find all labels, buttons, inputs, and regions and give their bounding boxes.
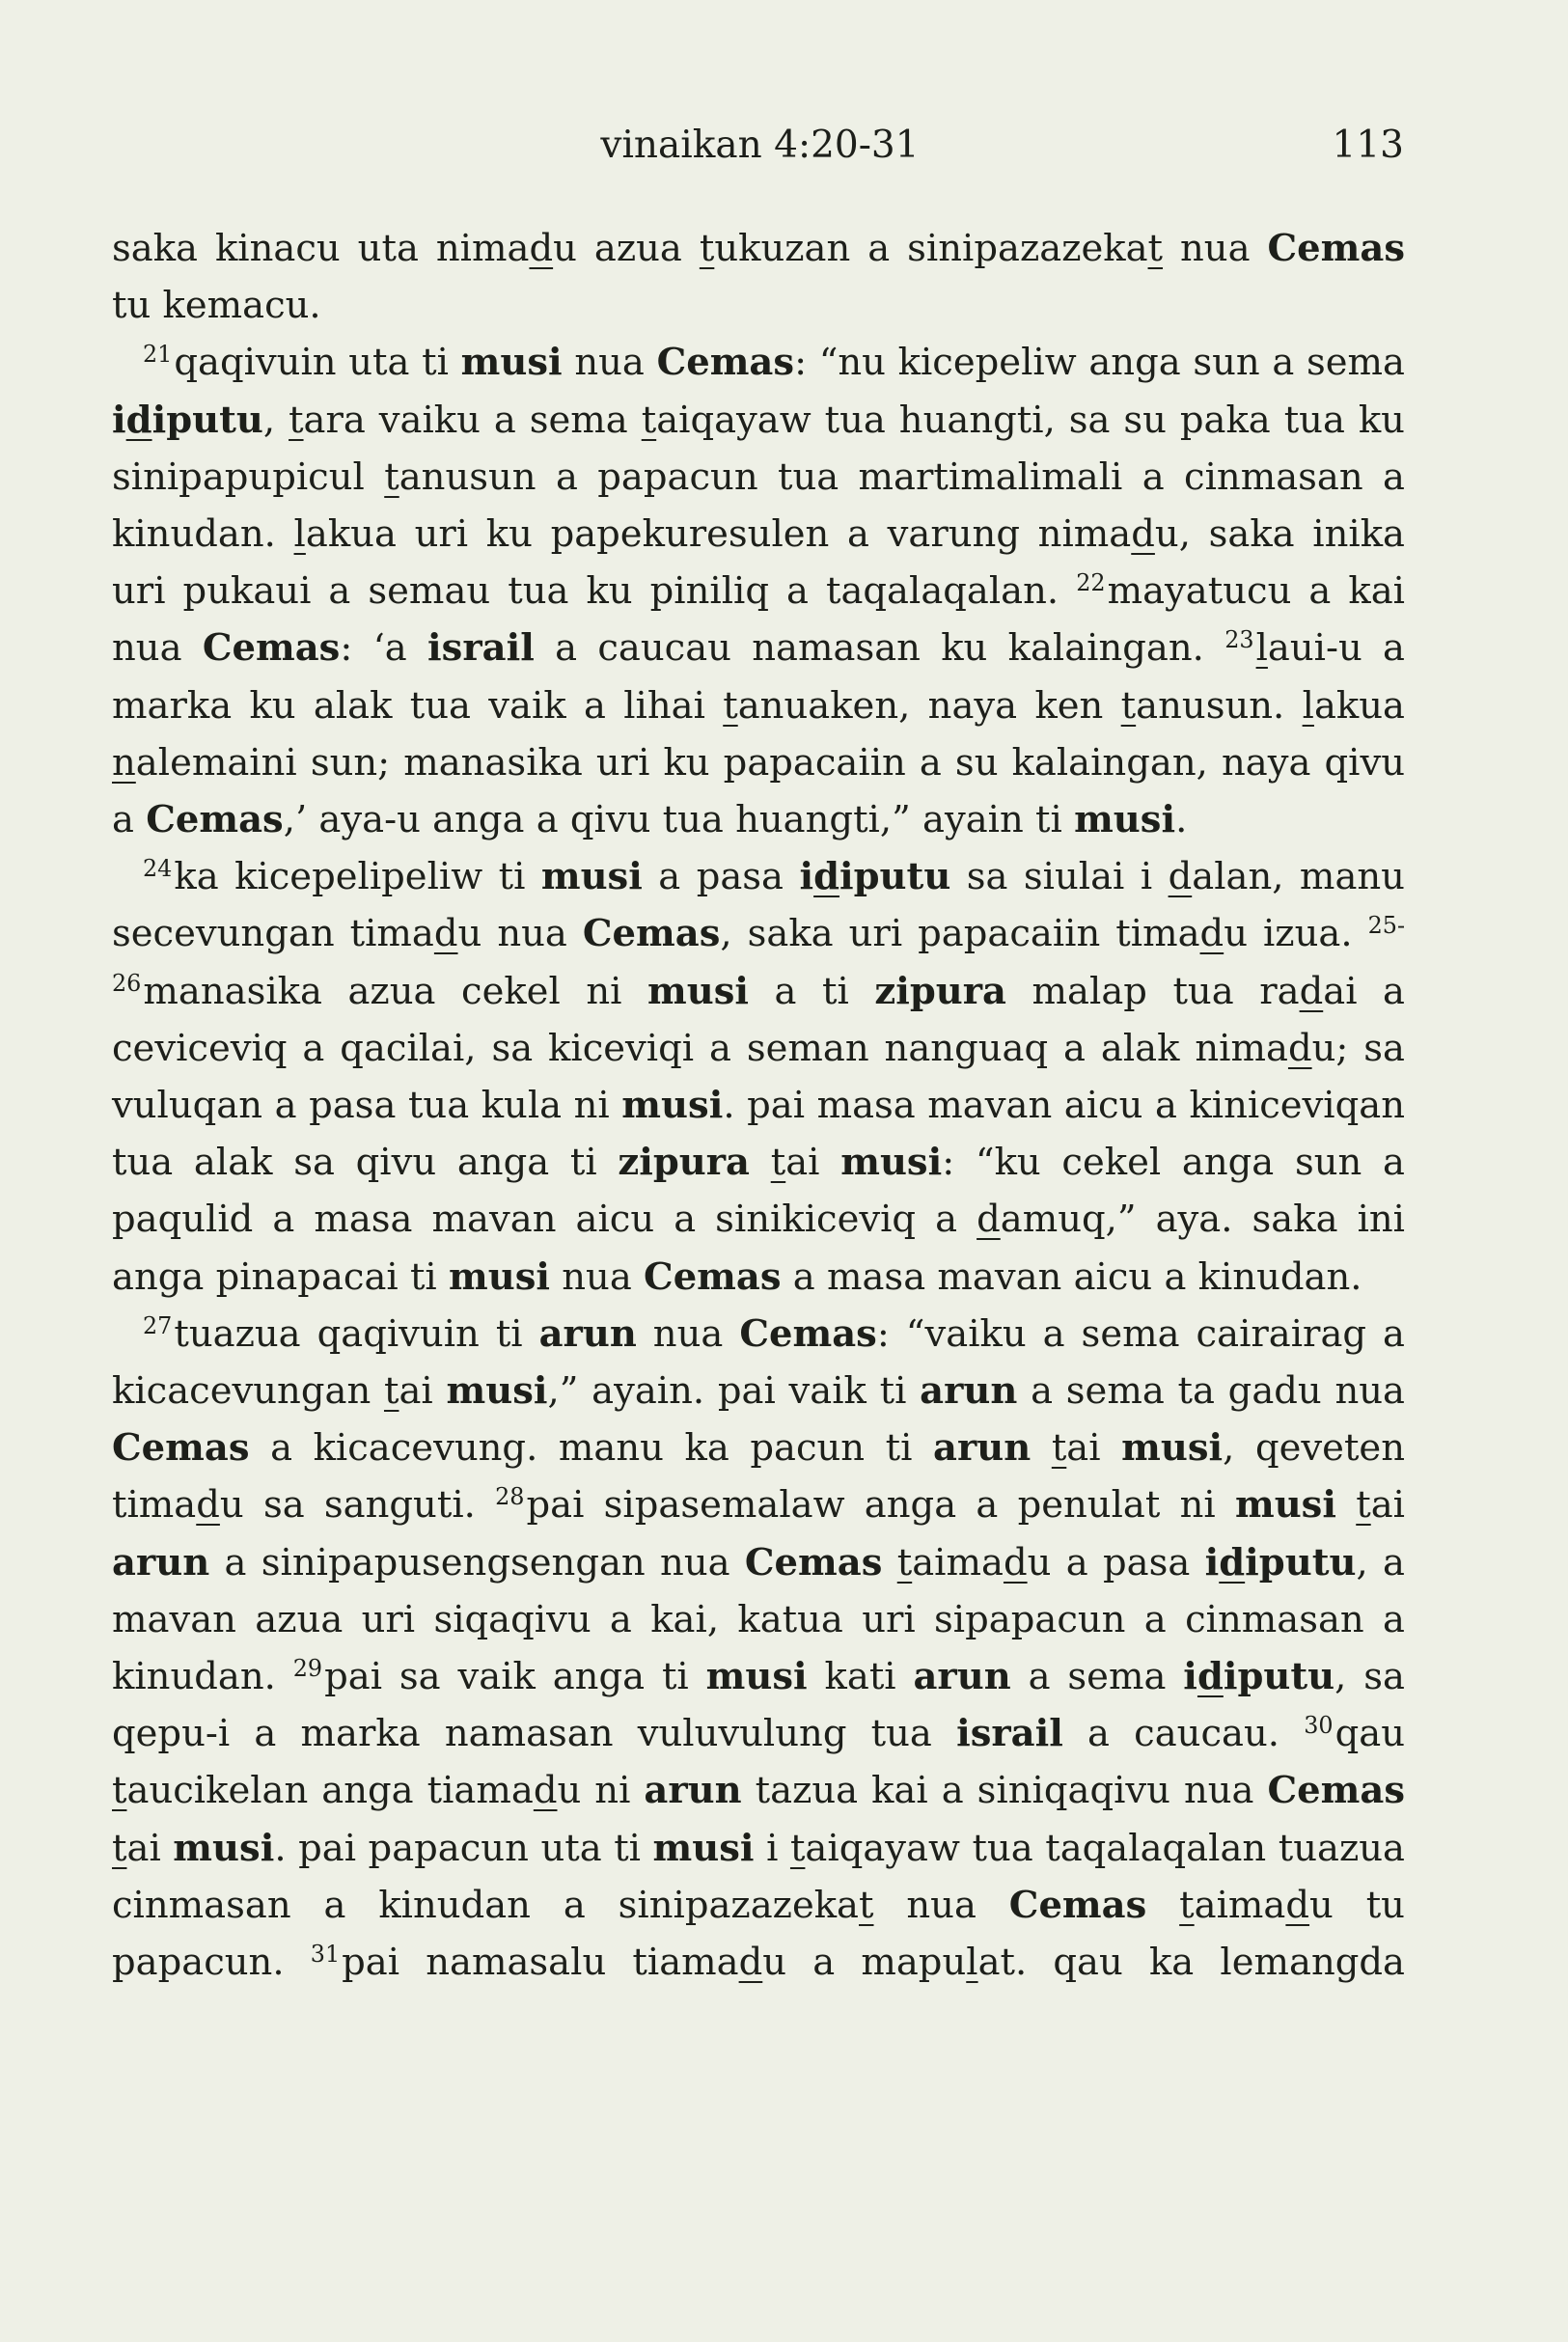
bold-text: arun <box>933 1426 1032 1471</box>
text-run: ,” ayain. pai vaik ti <box>547 1369 921 1414</box>
verse-number: 29 <box>292 1654 323 1682</box>
bold-text: Cemas <box>1008 1883 1147 1927</box>
text-run: ai <box>399 1369 447 1414</box>
text-run: ai a ceviceviq a qacilai, sa kiceviqi a seman nanguaq a alak nima <box>112 969 1405 1070</box>
text-run: a kicacevung. manu ka pacun ti <box>249 1426 934 1471</box>
underlined-letter: d <box>433 912 458 956</box>
text-run: a sinipapusengsengan nua <box>209 1540 745 1584</box>
page-header <box>116 124 1404 181</box>
text-run: a ti <box>749 969 875 1013</box>
text-run: u azua <box>553 227 700 270</box>
underlined-letter: t <box>1120 683 1137 728</box>
text-run: nua <box>1163 227 1268 270</box>
underlined-letter: t <box>112 1769 127 1813</box>
text-run: . pai papacun uta ti <box>274 1826 653 1870</box>
underlined-letter: l <box>966 1941 978 1985</box>
text-run: ai <box>785 1141 841 1185</box>
text-run <box>750 1141 771 1184</box>
text-run <box>1031 1426 1052 1470</box>
text-run: , sa qepu-i a marka namasan vuluvulung tua <box>112 1655 1405 1756</box>
bold-text: i <box>1204 1540 1220 1584</box>
verse-number: 28 <box>495 1483 525 1511</box>
underlined-letter-bold: d <box>1197 1655 1224 1699</box>
bold-text: arun <box>538 1311 637 1356</box>
bold-text: Cemas <box>202 626 341 671</box>
underlined-letter: t <box>112 1826 127 1870</box>
bold-text: i <box>1183 1655 1197 1699</box>
page-number: 113 <box>1332 124 1404 167</box>
underlined-letter: t <box>859 1883 874 1927</box>
text-run: anusun a papacun tua martimalimali a cinmasan a kinudan. <box>112 455 1405 557</box>
text-run: aiqayaw tua taqalaqalan tuazua cinmasan a kinudan a sinipazazeka <box>112 1826 1405 1927</box>
text-run: aima <box>912 1540 1004 1584</box>
text-run: pai sipasemalaw anga a penulat ni <box>526 1483 1235 1528</box>
underlined-letter-bold: d <box>1219 1540 1246 1584</box>
paragraph <box>112 1306 1405 1991</box>
bold-text: musi <box>446 1369 548 1414</box>
text-run: , <box>262 398 289 442</box>
bold-text: arun <box>920 1369 1018 1414</box>
bold-text: arun <box>112 1540 210 1584</box>
text-run: akua <box>1313 683 1405 728</box>
bold-text: zipura <box>618 1141 751 1185</box>
bold-text: Cemas <box>1267 227 1406 270</box>
underlined-letter: t <box>384 455 399 499</box>
text-run: saka kinacu uta nima <box>112 227 530 270</box>
underlined-letter: t <box>641 398 657 442</box>
verse-number: 23 <box>1224 626 1254 654</box>
bold-text: musi <box>173 1826 275 1870</box>
text-run: aima <box>1194 1883 1286 1927</box>
underlined-letter: t <box>289 398 304 442</box>
text-run: aiqayaw tua huangti, sa su paka tua ku sinipapupicul <box>112 398 1405 499</box>
bold-text: iputu <box>151 398 263 442</box>
bold-text: Cemas <box>644 1254 782 1299</box>
bold-text: musi <box>540 855 643 899</box>
text-run: . pai masa mavan aicu a kiniceviqan tua alak sa qivu anga ti <box>112 1084 1405 1185</box>
bold-text: musi <box>840 1141 943 1185</box>
text-run: , qeveten tima <box>112 1426 1405 1528</box>
underlined-letter: d <box>977 1198 1001 1242</box>
underlined-letter: t <box>723 683 738 728</box>
text-run: : “vaiku a sema cairairag a kicacevungan <box>112 1311 1405 1414</box>
bold-text: arun <box>913 1655 1011 1699</box>
underlined-letter: d <box>1168 855 1193 899</box>
verse-number: 22 <box>1076 569 1106 597</box>
text-run: nua <box>550 1254 645 1299</box>
verse-number: 21 <box>143 341 173 369</box>
underlined-letter: d <box>1299 969 1324 1013</box>
text-run: tu kemacu. <box>112 284 321 328</box>
bold-text: musi <box>448 1254 551 1299</box>
text-run: a masa mavan aicu a kinudan. <box>781 1254 1362 1299</box>
underlined-letter: d <box>529 227 554 270</box>
underlined-letter: d <box>738 1941 763 1985</box>
text-run: aucikelan anga tiama <box>126 1769 534 1813</box>
text-run: u sa sanguti. <box>219 1483 496 1528</box>
underlined-letter: n <box>112 740 136 785</box>
text-run: anusun. <box>1136 683 1303 728</box>
text-run: nua <box>873 1883 1009 1927</box>
text-run: ai <box>126 1826 174 1870</box>
text-run: qaqivuin uta ti <box>174 341 461 385</box>
text-run: sa siulai i <box>950 855 1169 899</box>
text-run: qau <box>1334 1712 1405 1756</box>
verse-number: 30 <box>1304 1712 1334 1740</box>
underlined-letter: t <box>1051 1426 1067 1471</box>
bold-text: Cemas <box>582 912 721 956</box>
text-run <box>882 1541 896 1584</box>
bold-text: musi <box>705 1655 808 1699</box>
underlined-letter-bold: d <box>125 398 152 442</box>
text-run: nua <box>562 341 657 385</box>
bold-text: arun <box>644 1769 742 1813</box>
text-run: ,’ aya-u anga a qivu tua huangti,” ayain ti <box>283 798 1075 842</box>
text-run: , a mavan azua uri siqaqivu a kai, katua uri sipapacun a cinmasan a kinudan. <box>112 1540 1405 1699</box>
bold-text: musi <box>646 969 749 1013</box>
text-run: ai <box>1370 1483 1405 1528</box>
text-run: a pasa <box>642 855 800 899</box>
text-run: . <box>1175 798 1188 842</box>
text-run: u izua. <box>1224 912 1368 956</box>
underlined-letter: t <box>896 1540 913 1584</box>
bold-text: musi <box>1234 1483 1336 1528</box>
text-run: a sema ta gadu nua <box>1017 1369 1405 1414</box>
underlined-letter: t <box>770 1141 786 1185</box>
text-run: amuq,” aya. saka ini anga pinapacai ti <box>112 1198 1405 1299</box>
text-run: ka kicepelipeliw ti <box>174 855 541 899</box>
text-run: akua uri ku papekuresulen a varung nima <box>305 512 1132 557</box>
text-run: ukuzan a sinipazazeka <box>714 227 1148 270</box>
underlined-letter: t <box>1147 227 1164 270</box>
text-run: u a mapu <box>762 1941 967 1985</box>
bold-text: musi <box>1121 1426 1224 1471</box>
underlined-letter: d <box>533 1769 558 1813</box>
underlined-letter: d <box>1287 1026 1312 1070</box>
bold-text: Cemas <box>656 341 795 385</box>
text-run: , saka uri papacaiin tima <box>720 912 1200 956</box>
bold-text: israil <box>956 1712 1063 1756</box>
bold-text: musi <box>1074 798 1176 842</box>
text-run: manasika azua cekel ni <box>143 969 647 1013</box>
underlined-letter: d <box>196 1483 220 1528</box>
paragraph <box>112 220 1405 334</box>
bold-text: iputu <box>1245 1540 1357 1584</box>
underlined-letter-bold: d <box>813 855 840 899</box>
underlined-letter: l <box>1255 626 1268 671</box>
text-run: kati <box>807 1655 914 1699</box>
text-run: pai sa vaik anga ti <box>324 1655 706 1699</box>
bold-text: iputu <box>1223 1655 1335 1699</box>
bold-text: zipura <box>874 969 1006 1013</box>
bold-text: Cemas <box>744 1540 883 1584</box>
bold-text: Cemas <box>739 1311 877 1356</box>
running-head: vinaikan 4:20-31 <box>600 124 920 167</box>
bold-text: israil <box>427 626 535 671</box>
text-run: tuazua qaqivuin ti <box>174 1311 539 1356</box>
underlined-letter: d <box>1131 512 1155 557</box>
text-run <box>1146 1884 1179 1927</box>
text-run: at. qau ka lemangda <box>977 1941 1406 1985</box>
text-run: nua <box>636 1311 740 1356</box>
paragraph <box>112 334 1405 848</box>
text-run: aui-u a marka ku alak tua vaik a lihai <box>112 626 1406 728</box>
text-run <box>1336 1483 1356 1527</box>
text-run: mayatucu a kai nua <box>112 569 1405 671</box>
text-run: : ‘a <box>340 626 428 671</box>
body-text <box>112 220 1405 1991</box>
underlined-letter: t <box>383 1369 399 1414</box>
bold-text: musi <box>652 1826 755 1870</box>
bold-text: iputu <box>839 855 951 899</box>
text-run: u nua <box>457 912 583 956</box>
underlined-letter: t <box>1356 1483 1371 1528</box>
paragraph <box>112 848 1405 1306</box>
bold-text: i <box>799 855 814 899</box>
underlined-letter: d <box>1285 1883 1310 1927</box>
text-run: : “nu kicepeliw anga sun a sema <box>794 341 1406 385</box>
bold-text: musi <box>621 1084 724 1128</box>
bold-text: musi <box>460 341 563 385</box>
text-run: alemaini sun; manasika uri ku papacaiin a su kalaingan, naya qivu a <box>112 740 1405 842</box>
underlined-letter: d <box>1003 1540 1028 1584</box>
underlined-letter: l <box>293 512 306 557</box>
text-run: u; sa vuluqan a pasa tua kula ni <box>112 1026 1405 1128</box>
verse-number: 25-26 <box>112 912 1406 997</box>
text-run: : “ku cekel anga sun a paqulid a masa mavan aicu a sinikiceviq a <box>112 1141 1405 1242</box>
verse-number: 31 <box>310 1940 341 1968</box>
text-run: u tu papacun. <box>112 1883 1405 1985</box>
text-run: a sema <box>1010 1655 1184 1699</box>
text-run: alan, manu secevungan tima <box>112 855 1405 956</box>
text-run: pai namasalu tiama <box>342 1941 739 1985</box>
underlined-letter: t <box>789 1826 806 1870</box>
text-run: tazua kai a siniqaqivu nua <box>741 1769 1268 1813</box>
bold-text: Cemas <box>112 1426 250 1471</box>
bold-text: i <box>112 398 126 442</box>
text-run: ara vaiku a sema <box>303 398 642 442</box>
text-run: u a pasa <box>1027 1540 1205 1584</box>
text-run: u ni <box>557 1769 645 1813</box>
bold-text: Cemas <box>1267 1769 1405 1813</box>
verse-number: 27 <box>143 1311 173 1339</box>
text-run: a caucau namasan ku kalaingan. <box>534 626 1225 671</box>
text-run: a caucau. <box>1062 1712 1305 1756</box>
bold-text: Cemas <box>146 798 284 842</box>
underlined-letter: t <box>1179 1883 1195 1927</box>
text-run: ai <box>1066 1426 1122 1471</box>
underlined-letter: t <box>699 227 715 270</box>
text-run: i <box>754 1826 790 1870</box>
verse-number: 24 <box>143 855 173 883</box>
text-run: u, saka inika uri pukaui a semau tua ku piniliq a taqalaqalan. <box>112 512 1405 614</box>
underlined-letter: d <box>1199 912 1224 956</box>
underlined-letter: l <box>1302 683 1314 728</box>
text-run: malap tua ra <box>1006 969 1300 1013</box>
text-run: anuaken, naya ken <box>737 683 1121 728</box>
